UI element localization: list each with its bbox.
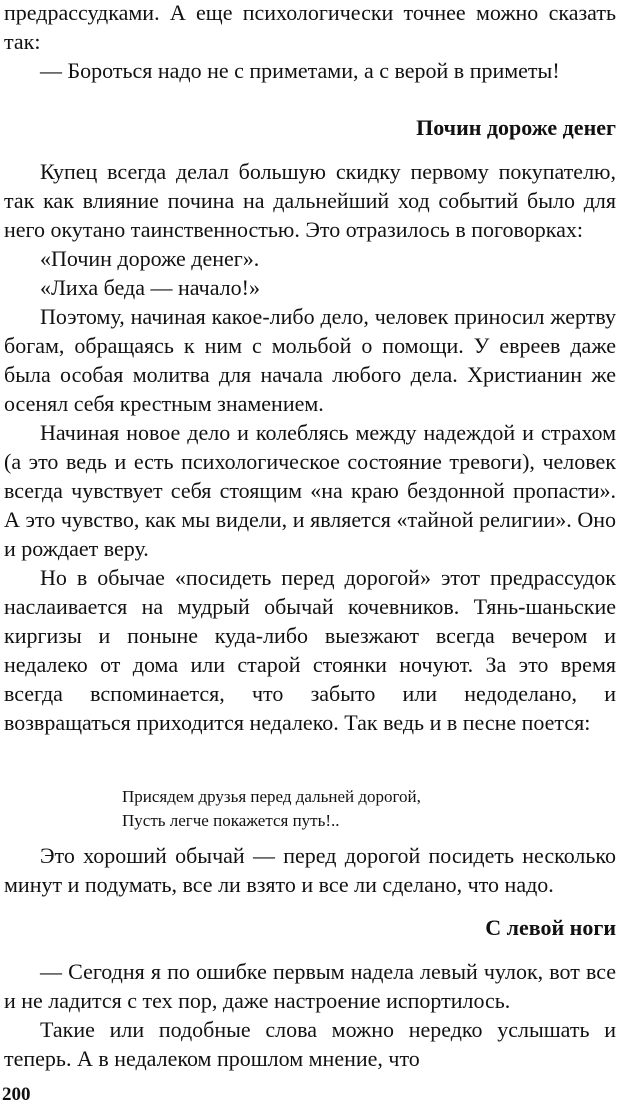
paragraph: Начиная новое дело и колеблясь между надеждой и страхом (а это ведь и есть психологическое состояние тревоги), человек всегда чувствует себя стоящим «на краю бездонной пропасти». А это чувство, как мы видели, и является «тайной религии». Оно и рождает веру. bbox=[4, 420, 616, 561]
paragraph: — Сегодня я по ошибке первым надела левый чулок, вот все и не ладится с тех пор, даже настроение испортилось. bbox=[4, 959, 616, 1013]
verse-line: Присядем друзья перед дальней дорогой, bbox=[122, 787, 421, 806]
intro-text bbox=[4, 0, 616, 85]
page-number: 200 bbox=[2, 1084, 31, 1105]
paragraph: Такие или подобные слова можно нередко услышать и теперь. А в недалеком прошлом мнение, что bbox=[4, 1017, 616, 1071]
verse bbox=[122, 785, 421, 833]
paragraph: Это хороший обычай — перед дорогой посидеть несколько минут и подумать, все ли взято и все ли сделано, что надо. bbox=[4, 843, 616, 897]
saying: «Лиха беда — начало!» bbox=[40, 275, 260, 300]
verse-line: Пусть легче покажется путь!.. bbox=[122, 811, 340, 830]
saying: «Почин дороже денег». bbox=[40, 246, 260, 271]
paragraph: Поэтому, начиная какое-либо дело, человек приносил жертву богам, обращаясь к ним с мольбой о помощи. У евреев даже была особая молитва для начала любого дела. Христианин же осенял себя крестным знамением. bbox=[4, 304, 616, 416]
section-body bbox=[4, 157, 616, 737]
paragraph: — Бороться надо не с приметами, а с верой в приметы! bbox=[40, 58, 560, 83]
paragraph: предрассудками. А еще психологически точнее можно сказать так: bbox=[4, 0, 616, 54]
section-body bbox=[4, 841, 616, 899]
section-heading: С левой ноги bbox=[485, 915, 616, 940]
paragraph: Но в обычае «посидеть перед дорогой» этот предрассудок наслаивается на мудрый обычай кочевников. Тянь-шаньские киргизы и поныне куда-либо выезжают всегда вечером и недалеко от дома или старой стоянки ночуют. За это время всегда вспоминается, что забыто или недоделано, и возвращаться приходится недалеко. Так ведь и в песне поется: bbox=[4, 565, 616, 735]
paragraph: Купец всегда делал большую скидку первому покупателю, так как влияние почина на дальнейший ход событий было для него окутано таинственностью. Это отразилось в поговорках: bbox=[4, 159, 616, 242]
section-body bbox=[4, 957, 616, 1073]
section-heading: Почин дороже денег bbox=[416, 115, 616, 140]
